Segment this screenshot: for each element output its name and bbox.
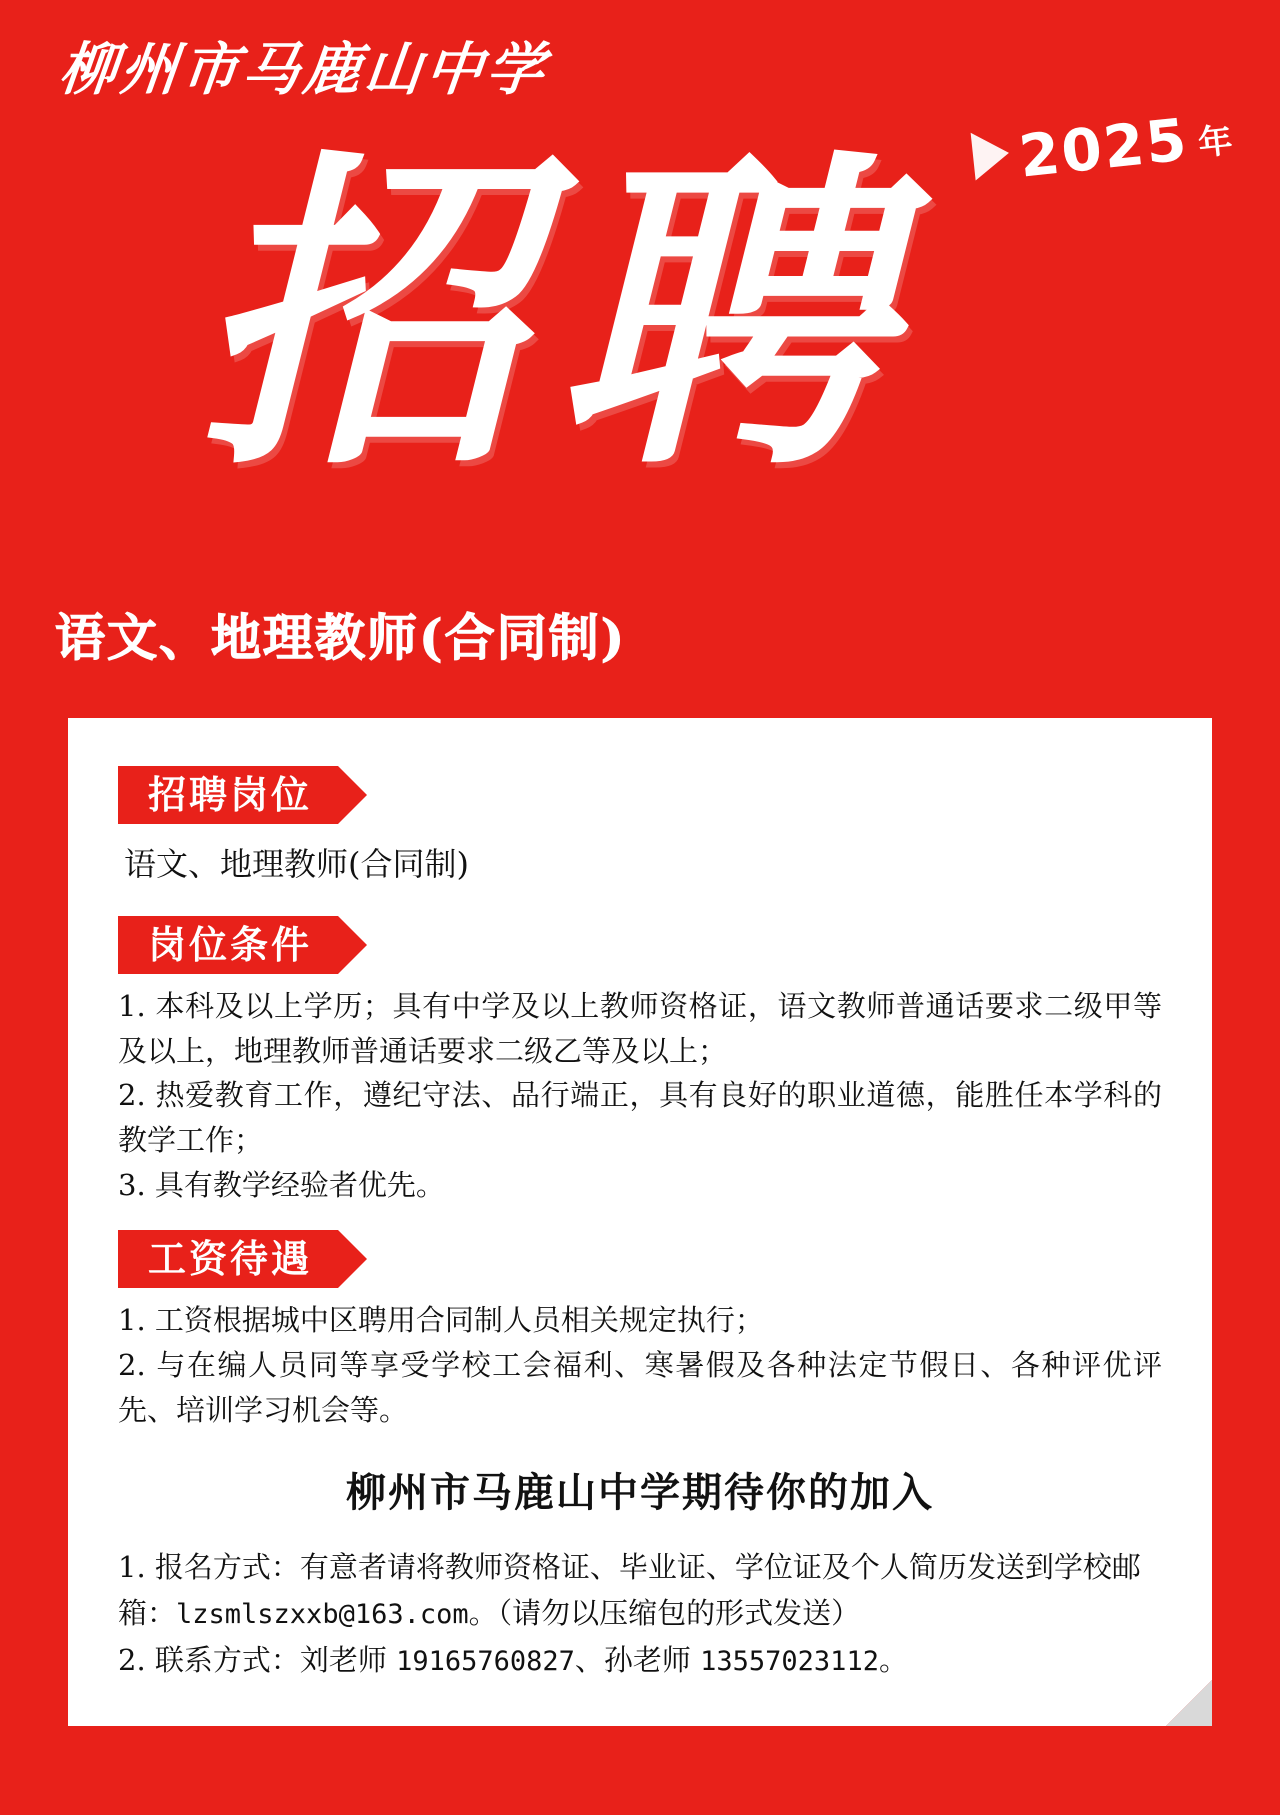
positions-line-1: 语文、地理教师(合同制) bbox=[124, 845, 469, 883]
year-suffix: 年 bbox=[1196, 121, 1234, 163]
salary-line-2: 2. 与在编人员同等享受学校工会福利、寒暑假及各种法定节假日、各种评优评先、培训学习机会等。 bbox=[118, 1348, 1162, 1428]
requirement-line-2: 2. 热爱教育工作，遵纪守法、品行端正，具有良好的职业道德，能胜任本学科的教学工作； bbox=[118, 1078, 1162, 1158]
salary-line-1: 1. 工资根据城中区聘用合同制人员相关规定执行； bbox=[118, 1303, 764, 1338]
section-body-positions bbox=[118, 840, 1162, 890]
section-body-salary bbox=[118, 1298, 1162, 1433]
triangle-icon bbox=[970, 129, 1011, 181]
section-banner-label: 岗位条件 bbox=[118, 916, 338, 974]
phone-number-2[interactable]: 13557023112 bbox=[700, 1645, 879, 1677]
content-card bbox=[68, 718, 1212, 1726]
page-title: 招聘 bbox=[195, 121, 915, 509]
poster-subtitle: 语文、地理教师(合同制) bbox=[55, 608, 627, 667]
year-badge bbox=[952, 106, 1234, 193]
section-banner-label: 工资待遇 bbox=[118, 1230, 338, 1288]
phone-number-1[interactable]: 19165760827 bbox=[396, 1645, 575, 1677]
section-header-requirements bbox=[118, 916, 1162, 974]
section-banner-label: 招聘岗位 bbox=[118, 766, 338, 824]
application-suffix: 。（请勿以压缩包的形式发送） bbox=[468, 1596, 861, 1631]
contact-info bbox=[118, 1544, 1162, 1683]
phone-suffix: 。 bbox=[878, 1642, 908, 1677]
phone-middle: 、孙老师 bbox=[574, 1642, 701, 1677]
section-header-positions bbox=[118, 766, 1162, 824]
section-header-salary bbox=[118, 1230, 1162, 1288]
phone-prefix: 2. 联系方式：刘老师 bbox=[118, 1642, 397, 1677]
email-address[interactable]: lzsmlszxxb@163.com bbox=[176, 1599, 469, 1631]
corner-fold-shadow bbox=[1166, 1680, 1212, 1726]
requirement-line-3: 3. 具有教学经验者优先。 bbox=[118, 1168, 445, 1203]
application-prefix: 1. 报名方式：有意者请将教师资格证、毕业证、学位证及个人简历发送到学校邮箱： bbox=[118, 1550, 1141, 1631]
requirement-line-1: 1. 本科及以上学历；具有中学及以上教师资格证，语文教师普通话要求二级甲等及以上，地理教师普通话要求二级乙等及以上； bbox=[118, 988, 1162, 1068]
slogan: 柳州市马鹿山中学期待你的加入 bbox=[346, 1469, 934, 1517]
year-number: 2025 bbox=[1015, 105, 1192, 191]
contact-line-phone bbox=[118, 1637, 1162, 1683]
contact-line-application bbox=[118, 1544, 1162, 1637]
section-body-requirements bbox=[118, 984, 1162, 1209]
school-name: 柳州市马鹿山中学 bbox=[56, 36, 552, 103]
